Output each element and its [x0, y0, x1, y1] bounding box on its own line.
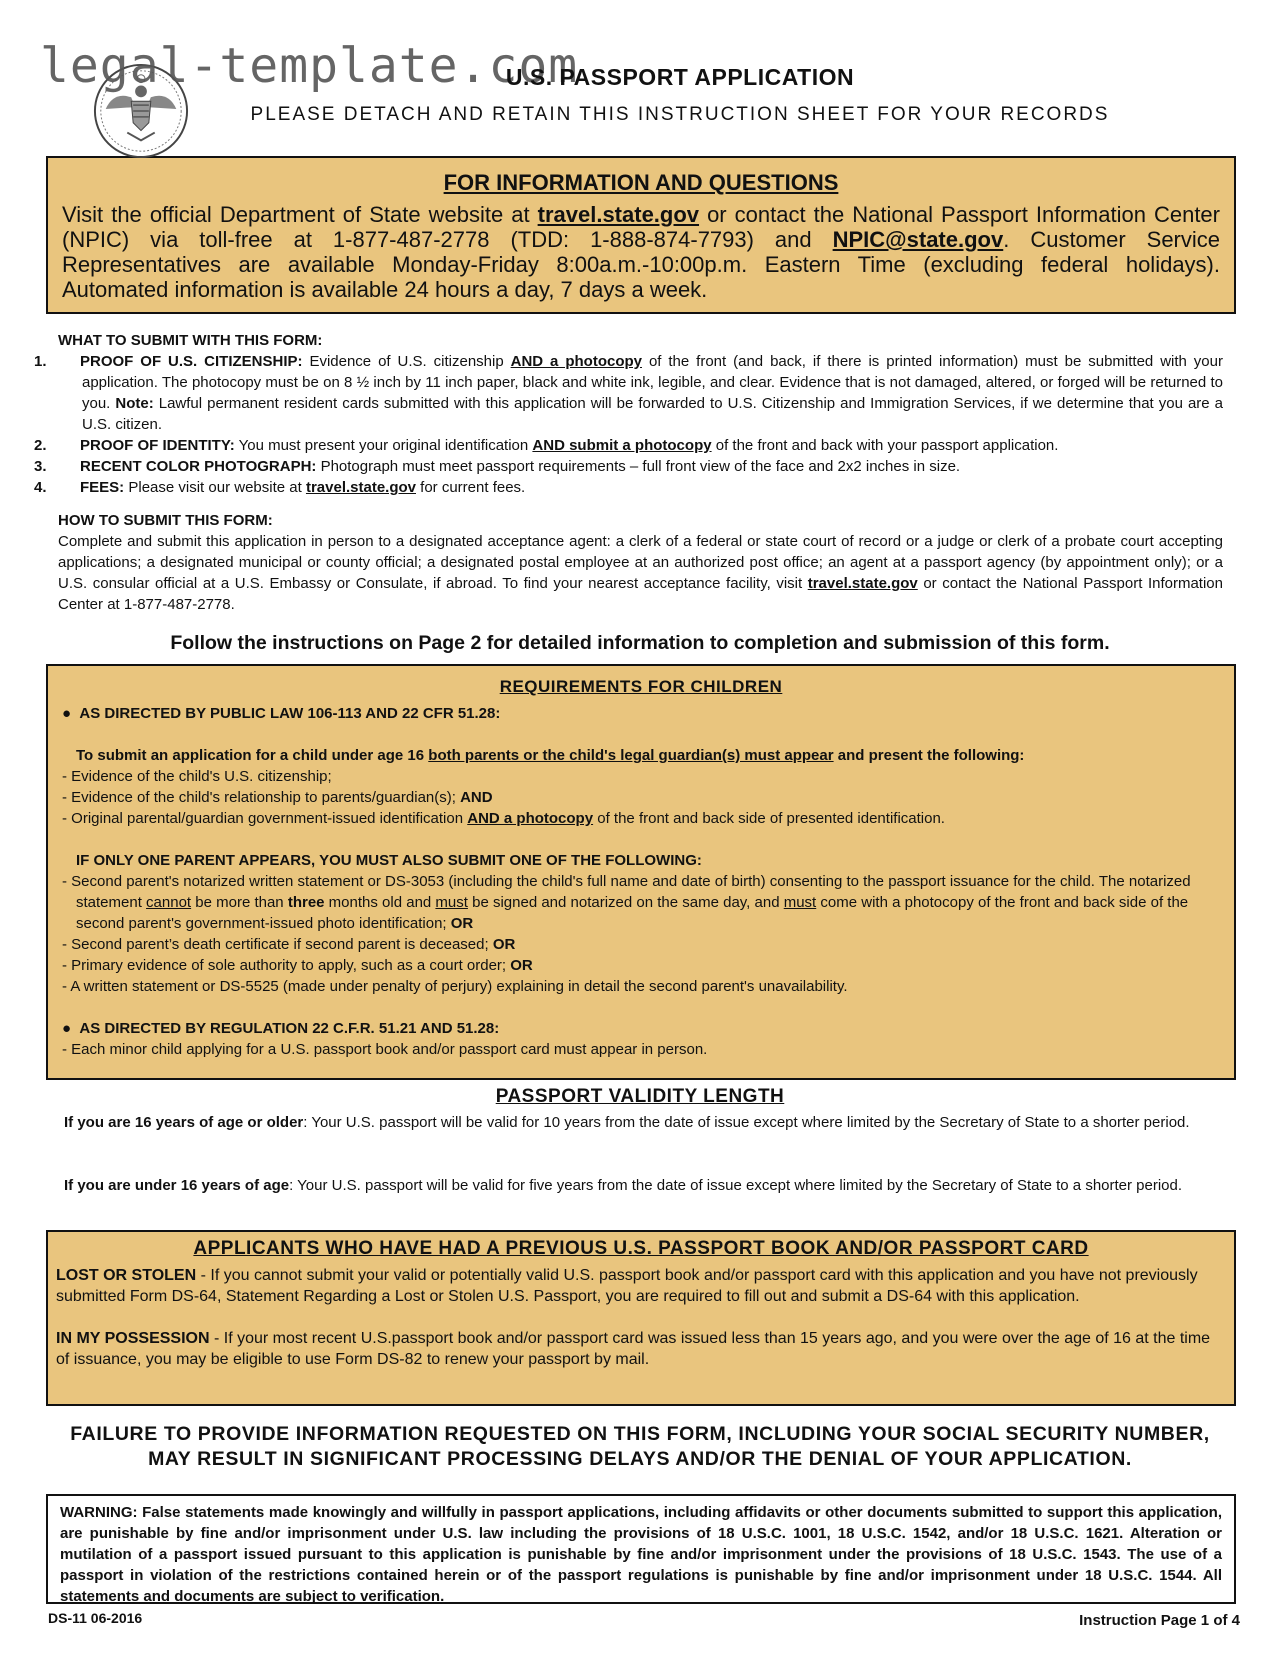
submit-item-identity	[34, 435, 1223, 456]
validity-adult-text: : Your U.S. passport will be valid for 10 years from the date of issue except where limited by the Secretary of State to a shorter period.	[303, 1114, 1190, 1131]
one-parent-bold: three	[287, 894, 325, 911]
item-text: Evidence of U.S. citizenship	[302, 353, 511, 370]
item-number: 3.	[34, 458, 47, 475]
children-box	[46, 664, 1236, 1080]
info-box	[46, 156, 1236, 314]
info-heading: FOR INFORMATION AND QUESTIONS	[443, 170, 839, 195]
submit-section	[34, 330, 1223, 498]
lost-stolen-label: LOST OR STOLEN	[56, 1267, 197, 1284]
bullet-icon: ●	[62, 1020, 72, 1037]
failure-line-2: MAY RESULT IN SIGNIFICANT PROCESSING DELAYS AND/OR THE DENIAL OF YOUR APPLICATION.	[148, 1448, 1132, 1470]
one-parent-u: must	[435, 894, 468, 911]
in-possession-label: IN MY POSSESSION	[56, 1330, 210, 1347]
page-number: Instruction Page 1 of 4	[1079, 1612, 1240, 1629]
one-parent-text: - Second parent’s death certificate if second parent is deceased;	[62, 936, 493, 953]
one-parent-text: be signed and notarized on the same day, and	[467, 894, 784, 911]
info-text-1: Visit the official Department of State website at	[62, 202, 538, 227]
one-parent-item: - A written statement or DS-5525 (made under penalty of perjury) explaining in detail the second parent's unavailability.	[62, 978, 848, 995]
item-text: Lawful permanent resident cards submitted with this application will be forwarded to U.S. Citizenship and Immigration Services, if we determine that you are a U.S. citizen.	[82, 395, 1223, 433]
submit-item-citizenship	[34, 351, 1223, 435]
children-reg-line	[62, 1018, 1220, 1039]
item-text: Please visit our website at	[124, 479, 306, 496]
item-text: of the front (and back, if there is printed information) must be submitted with your application. The photocopy must be on 8 ½ inch by 11 inch paper, black and white ink, legible, and clear. Evidence that is not damaged, altered, or forged will be returned to you.	[82, 353, 1223, 412]
info-text	[62, 202, 1220, 302]
validity-minor-text: : Your U.S. passport will be valid for five years from the date of issue except where limited by the Secretary of State to a shorter period.	[289, 1177, 1183, 1194]
children-heading: REQUIREMENTS FOR CHILDREN	[499, 677, 783, 696]
validity-minor-label: If you are under 16 years of age	[64, 1177, 290, 1194]
how-section	[58, 510, 1223, 615]
children-law-text: AS DIRECTED BY PUBLIC LAW 106-113 AND 22 CFR 51.28:	[79, 705, 501, 722]
lost-stolen	[56, 1265, 1226, 1307]
children-law-line	[62, 703, 1220, 724]
item-label: PROOF OF IDENTITY:	[80, 437, 235, 454]
child-req-text: - Original parental/guardian government-issued identification	[62, 810, 468, 827]
how-text	[58, 531, 1223, 615]
item-text: You must present your original identification	[234, 437, 533, 454]
warning-box: WARNING: False statements made knowingly and willfully in passport applications, including affidavits or other documents submitted to support this application, are punishable by fine and/or imprisonment under U.S. law including the provisions of 18 U.S.C. 1001, 18 U.S.C. 1542, and/or 18 U.S.C. 1621. Alteration or mutilation of a passport issued pursuant to this application is punishable by fine and/or imprisonment under the provisions of 18 U.S.C. 1543. The use of a passport in violation of the restrictions contained herein or of the passport regulations is punishable by fine and/or imprisonment under 18 U.S.C. 1544. All statements and documents are subject to verification.	[46, 1494, 1236, 1604]
item-text: Photograph must meet passport requirements – full front view of the face and 2x2 inches in size.	[316, 458, 961, 475]
child-req-text: - Evidence of the child's relationship to parents/guardian(s);	[62, 789, 461, 806]
bullet-icon: ●	[62, 705, 72, 722]
item-text: of the front and back with your passport application.	[711, 437, 1059, 454]
one-parent-heading: IF ONLY ONE PARENT APPEARS, YOU MUST ALSO SUBMIT ONE OF THE FOLLOWING:	[76, 852, 702, 869]
child-req-item	[62, 787, 1220, 808]
submit-item-photo	[34, 456, 1223, 477]
item-emphasis: AND a photocopy	[510, 353, 642, 370]
item-label: RECENT COLOR PHOTOGRAPH:	[80, 458, 317, 475]
one-parent-or: OR	[510, 957, 533, 974]
submit-heading: WHAT TO SUBMIT WITH THIS FORM:	[58, 332, 323, 349]
travel-state-link[interactable]: travel.state.gov	[537, 202, 700, 227]
child-req-text: of the front and back side of presented identification.	[593, 810, 945, 827]
one-parent-u: cannot	[146, 894, 192, 911]
children-reg-text: AS DIRECTED BY REGULATION 22 C.F.R. 51.21 AND 51.28:	[79, 1020, 500, 1037]
child-req-and: AND	[460, 789, 493, 806]
item-number: 2.	[34, 437, 47, 454]
in-possession	[56, 1328, 1226, 1370]
one-parent-item	[62, 871, 1220, 934]
npic-email-link[interactable]: NPIC@state.gov	[832, 227, 1004, 252]
one-parent-text: - Primary evidence of sole authority to apply, such as a court order;	[62, 957, 511, 974]
submit-item-fees	[34, 477, 1223, 498]
one-parent-or: OR	[450, 915, 474, 932]
child-req-item: - Evidence of the child's U.S. citizenship;	[62, 768, 332, 785]
follow-instructions: Follow the instructions on Page 2 for detailed information to completion and submission of this form.	[170, 632, 1110, 654]
how-text-b: or contact the National Passport Information Center at 1-877-487-2778.	[58, 575, 1223, 613]
form-id: DS-11 06-2016	[48, 1610, 143, 1626]
page-subtitle: PLEASE DETACH AND RETAIN THIS INSTRUCTION SHEET FOR YOUR RECORDS	[250, 104, 1110, 125]
children-reg-item: - Each minor child applying for a U.S. passport book and/or passport card must appear in person.	[62, 1041, 708, 1058]
one-parent-text: months old and	[324, 894, 436, 911]
in-possession-text: - If your most recent U.S.passport book and/or passport card was issued less than 15 years ago, and you were over the age of 16 at the time of issuance, you may be eligible to use Form DS-82 to renew your passport by mail.	[56, 1330, 1211, 1368]
previous-passport-box	[46, 1230, 1236, 1406]
one-parent-text: - Second parent's notarized written statement or DS-3053 (including the child's full name and date of birth) consenting to the passport issuance for the child. The notarized statement	[62, 873, 1191, 911]
item-emphasis: AND submit a photocopy	[532, 437, 712, 454]
item-label: FEES:	[80, 479, 125, 496]
info-text-2: or contact the National Passport Information Center (NPIC) via toll-free at 1-877-487-2778 (TDD: 1-888-874-7793) and	[62, 202, 1220, 252]
item-number: 1.	[34, 353, 47, 370]
child-req-emphasis: AND a photocopy	[467, 810, 594, 827]
failure-line-1: FAILURE TO PROVIDE INFORMATION REQUESTED ON THIS FORM, INCLUDING YOUR SOCIAL SECURITY NUMBER,	[70, 1423, 1210, 1445]
page-title: U.S. PASSPORT APPLICATION	[505, 64, 855, 90]
fees-link[interactable]: travel.state.gov	[305, 479, 416, 496]
item-text: for current fees.	[416, 479, 526, 496]
validity-minor	[64, 1175, 1224, 1196]
lost-stolen-text: - If you cannot submit your valid or potentially valid U.S. passport book and/or passport card with this application and you have not previously submitted Form DS-64, Statement Regarding a Lost or Stolen U.S. Passport, you are required to fill out and submit a DS-64 with this application.	[56, 1267, 1198, 1305]
previous-heading: APPLICANTS WHO HAVE HAD A PREVIOUS U.S. PASSPORT BOOK AND/OR PASSPORT CARD	[193, 1238, 1089, 1259]
acceptance-facility-link[interactable]: travel.state.gov	[807, 575, 918, 592]
item-number: 4.	[34, 479, 47, 496]
children-under16-a: To submit an application for a child under age 16	[76, 747, 429, 764]
how-text-a: Complete and submit this application in person to a designated acceptance agent: a clerk of a federal or state court of record or a judge or clerk of a probate court accepting applications; a designated municipal or county official; a designated postal employee at an authorized post office; an agent at a passport agency (by appointment only); or a U.S. consular official at a U.S. Embassy or Consulate, if abroad. To find your nearest acceptance facility, visit	[58, 533, 1223, 592]
one-parent-text: come with a photocopy of the front and back side of the second parent's government-issued photo identification;	[76, 894, 1189, 932]
one-parent-or: OR	[492, 936, 516, 953]
how-heading: HOW TO SUBMIT THIS FORM:	[58, 512, 273, 529]
item-note-label: Note:	[115, 395, 154, 412]
children-under16-u: both parents or the child's legal guardian(s) must appear	[428, 747, 834, 764]
info-text-3: . Customer Service Representatives are available Monday-Friday 8:00a.m.-10:00p.m. Eastern Time (excluding federal holidays). Automated information is available 24 hours a day, 7 days a week.	[62, 227, 1221, 302]
one-parent-item	[62, 955, 1220, 976]
child-req-item	[62, 808, 1220, 829]
watermark: legal-template.com	[40, 38, 579, 94]
children-under16	[62, 745, 1220, 766]
one-parent-item	[62, 934, 1220, 955]
one-parent-u: must	[783, 894, 817, 911]
validity-adult	[64, 1112, 1224, 1133]
children-under16-b: and present the following:	[833, 747, 1025, 764]
item-label: PROOF OF U.S. CITIZENSHIP:	[80, 353, 303, 370]
validity-adult-label: If you are 16 years of age or older	[64, 1114, 304, 1131]
one-parent-text: be more than	[191, 894, 288, 911]
validity-heading: PASSPORT VALIDITY LENGTH	[495, 1086, 785, 1107]
failure-notice	[0, 1422, 1280, 1472]
